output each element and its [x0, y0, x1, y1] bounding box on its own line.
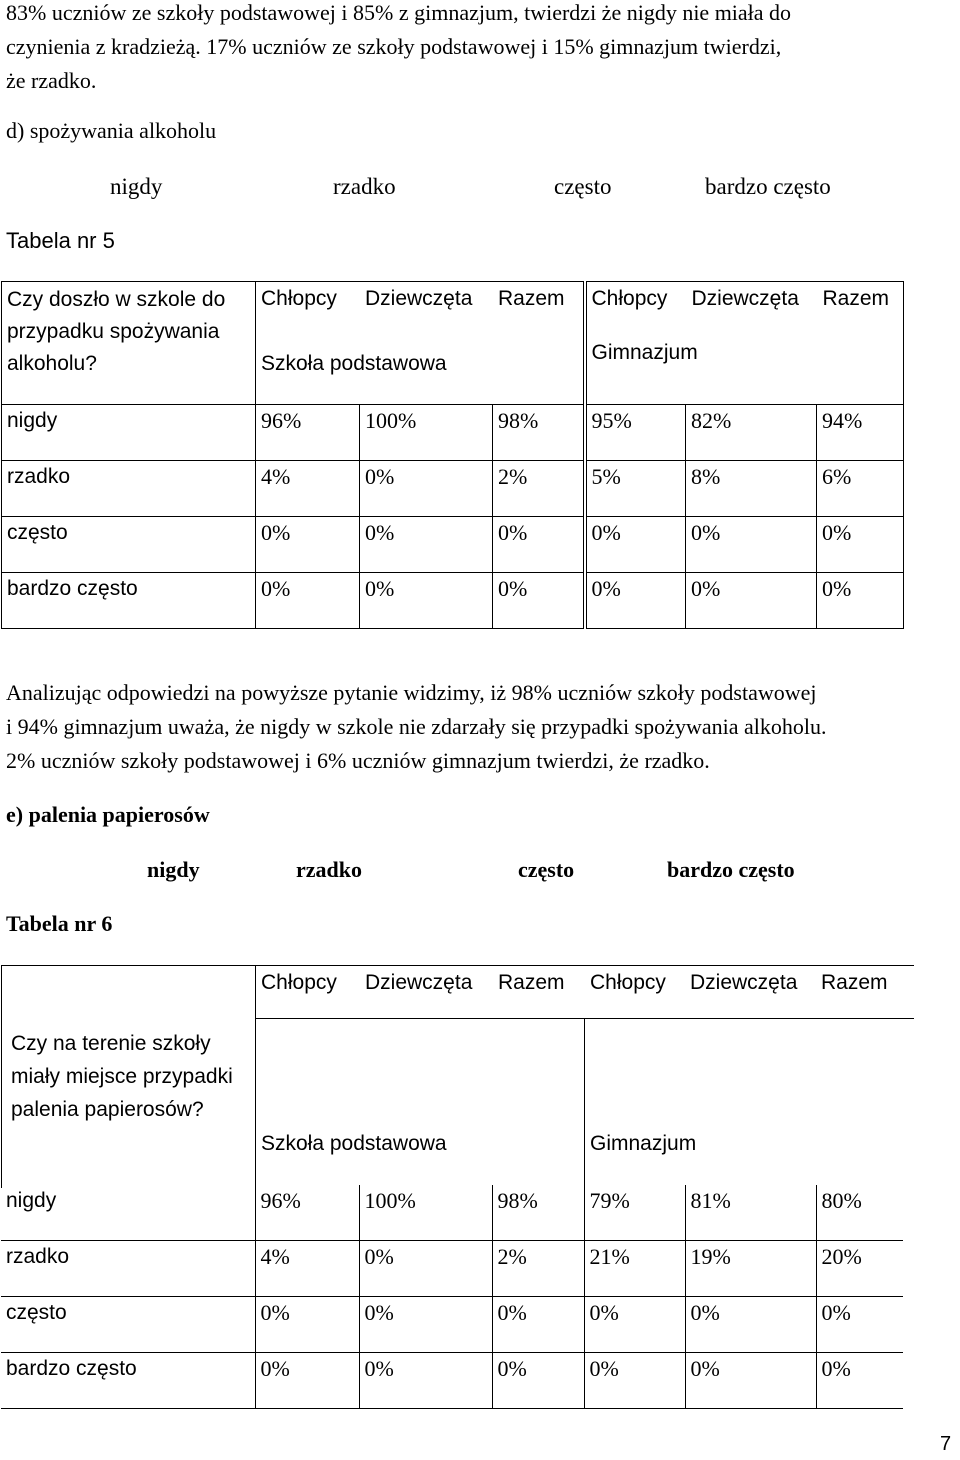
cell-value: 0% — [360, 461, 493, 517]
column-header-girls: Dziewczęta — [365, 287, 473, 310]
scale-label-bardzo-czesto: bardzo często — [705, 174, 831, 199]
cell-value: 0% — [817, 517, 904, 573]
cell-value: 0% — [359, 1241, 492, 1297]
column-header-total: Razem — [498, 287, 565, 310]
cell-value: 80% — [816, 1185, 903, 1241]
cell-value: 20% — [816, 1241, 903, 1297]
question-text: Czy na terenie szkoły miały miejsce przypadki palenia papierosów? — [11, 1032, 233, 1121]
primary-school-group-header — [256, 1019, 585, 1188]
cell-value: 0% — [360, 517, 493, 573]
cell-value: 0% — [584, 1297, 685, 1353]
cell-value: 0% — [360, 573, 493, 629]
column-headers — [256, 966, 914, 1019]
table-row — [1, 1297, 903, 1353]
cell-value: 0% — [255, 1353, 359, 1409]
cell-value: 0% — [685, 1353, 816, 1409]
group-label-secondary: Gimnazjum — [590, 1132, 697, 1156]
column-header-boys: Chłopcy — [591, 287, 668, 310]
cell-value: 0% — [359, 1297, 492, 1353]
scale-label-rzadko: rzadko — [333, 174, 396, 199]
analysis-line: i 94% gimnazjum uważa, że nigdy w szkole nie zdarzały się przypadki spożywania alkoholu. — [6, 714, 827, 739]
cell-value: 0% — [816, 1297, 903, 1353]
cell-value: 4% — [256, 461, 360, 517]
cell-value: 0% — [359, 1353, 492, 1409]
cell-value: 4% — [255, 1241, 359, 1297]
scale-label-czesto: często — [518, 857, 575, 882]
row-label: bardzo często — [2, 573, 256, 629]
table-row — [1, 1353, 903, 1409]
table-row — [1, 1185, 903, 1241]
analysis-paragraph — [6, 676, 954, 778]
column-header-boys: Chłopcy — [261, 287, 337, 310]
table-row — [2, 573, 904, 629]
intro-line: że rzadko. — [6, 68, 97, 93]
intro-line: czynienia z kradzieżą. 17% uczniów ze szkoły podstawowej i 15% gimnazjum twierdzi, — [6, 34, 782, 59]
table-row — [2, 517, 904, 573]
cell-value: 79% — [584, 1185, 685, 1241]
cell-value: 0% — [492, 1297, 584, 1353]
table-row — [1, 1241, 903, 1297]
smoking-table-rows — [1, 1185, 903, 1409]
scale-label-czesto: często — [554, 174, 612, 199]
group-label-primary: Szkoła podstawowa — [261, 1132, 447, 1156]
smoking-table — [1, 965, 914, 1188]
column-header-total: Razem — [821, 971, 888, 994]
column-header-girls: Dziewczęta — [690, 971, 798, 994]
analysis-line: Analizując odpowiedzi na powyższe pytanie widzimy, iż 98% uczniów szkoły podstawowej — [6, 680, 817, 705]
row-label: rzadko — [2, 461, 256, 517]
primary-school-group-header — [256, 282, 585, 405]
intro-paragraph — [6, 0, 954, 98]
page-number: 7 — [940, 1433, 952, 1455]
cell-value: 100% — [360, 405, 493, 461]
scale-label-bardzo-czesto: bardzo często — [667, 857, 795, 882]
cell-value: 94% — [817, 405, 904, 461]
column-header-girls: Dziewczęta — [691, 287, 799, 310]
cell-value: 5% — [585, 461, 686, 517]
cell-value: 82% — [686, 405, 817, 461]
scale-label-nigdy: nigdy — [147, 857, 200, 882]
scale-label-rzadko: rzadko — [296, 857, 362, 882]
question-cell: Czy doszło w szkole do przypadku spożywania alkoholu? — [2, 282, 256, 405]
table-label: Tabela nr 6 — [6, 911, 113, 936]
cell-value: 0% — [492, 1353, 584, 1409]
table-header-row — [2, 282, 904, 405]
cell-value: 0% — [256, 573, 360, 629]
middle-school-group-header — [585, 1019, 914, 1188]
cell-value: 6% — [817, 461, 904, 517]
column-header-boys: Chłopcy — [261, 971, 337, 994]
cell-value: 2% — [493, 461, 585, 517]
analysis-line: 2% uczniów szkoły podstawowej i 6% uczniów gimnazjum twierdzi, że rzadko. — [6, 748, 710, 773]
cell-value: 2% — [492, 1241, 584, 1297]
cell-value: 0% — [685, 1297, 816, 1353]
cell-value: 0% — [585, 517, 686, 573]
cell-value: 96% — [255, 1185, 359, 1241]
cell-value: 100% — [359, 1185, 492, 1241]
row-label: nigdy — [2, 405, 256, 461]
cell-value: 8% — [686, 461, 817, 517]
group-label-primary: Szkoła podstawowa — [261, 352, 447, 375]
intro-line: 83% uczniów ze szkoły podstawowej i 85% z gimnazjum, twierdzi że nigdy nie miała do — [6, 0, 792, 25]
cell-value: 0% — [493, 573, 585, 629]
row-label: nigdy — [1, 1185, 255, 1241]
row-label: rzadko — [1, 1241, 255, 1297]
cell-value: 98% — [493, 405, 585, 461]
cell-value: 0% — [686, 573, 817, 629]
cell-value: 0% — [585, 573, 686, 629]
table-row — [2, 405, 904, 461]
row-label: bardzo często — [1, 1353, 255, 1409]
scale-label-nigdy: nigdy — [110, 174, 163, 199]
cell-value: 98% — [492, 1185, 584, 1241]
cell-value: 96% — [256, 405, 360, 461]
alcohol-table — [1, 281, 904, 629]
cell-value: 95% — [585, 405, 686, 461]
cell-value: 0% — [493, 517, 585, 573]
section-d-heading: d) spożywania alkoholu — [6, 118, 217, 143]
cell-value: 0% — [817, 573, 904, 629]
group-label-secondary: Gimnazjum — [591, 341, 698, 364]
cell-value: 81% — [685, 1185, 816, 1241]
table-row — [2, 461, 904, 517]
table-label: Tabela nr 5 — [6, 228, 115, 253]
cell-value: 0% — [256, 517, 360, 573]
middle-school-group-header — [585, 282, 904, 405]
cell-value: 0% — [255, 1297, 359, 1353]
column-header-boys: Chłopcy — [590, 971, 666, 994]
column-header-total: Razem — [498, 971, 565, 994]
cell-value: 21% — [584, 1241, 685, 1297]
table-header-row — [2, 966, 914, 1019]
question-cell — [2, 966, 256, 1189]
row-label: często — [2, 517, 256, 573]
cell-value: 0% — [686, 517, 817, 573]
column-header-girls: Dziewczęta — [365, 971, 473, 994]
column-header-total: Razem — [822, 287, 890, 310]
cell-value: 0% — [816, 1353, 903, 1409]
section-e-heading: e) palenia papierosów — [6, 802, 210, 827]
cell-value: 0% — [584, 1353, 685, 1409]
row-label: często — [1, 1297, 255, 1353]
cell-value: 19% — [685, 1241, 816, 1297]
